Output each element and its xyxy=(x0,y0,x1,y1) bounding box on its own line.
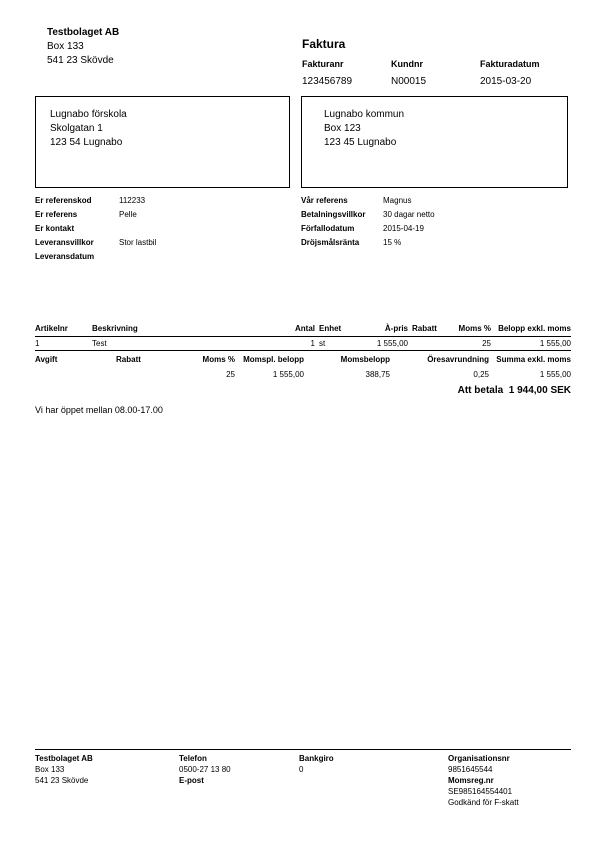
document-title: Faktura xyxy=(302,37,346,51)
summary-header-discount: Rabatt xyxy=(116,355,141,364)
ref-value: Magnus xyxy=(383,196,412,205)
summary-rounding: 0,25 xyxy=(473,370,489,379)
footer-email-label: E-post xyxy=(179,776,204,785)
ref-value: 15 % xyxy=(383,238,402,247)
ref-label: Er referens xyxy=(35,210,78,219)
delivery-address-line: Skolgatan 1 xyxy=(50,123,103,134)
ref-value: Stor lastbil xyxy=(119,238,157,247)
items-header-amount: Belopp exkl. moms xyxy=(498,324,571,333)
items-header-qty: Antal xyxy=(295,324,315,333)
footer-bankgiro-value: 0 xyxy=(299,765,304,774)
item-unit: st xyxy=(319,339,326,348)
item-qty: 1 xyxy=(310,339,315,348)
footer-org xyxy=(448,753,519,808)
summary-sum: 1 555,00 xyxy=(539,370,571,379)
ref-label: Vår referens xyxy=(301,196,348,205)
item-article: 1 xyxy=(35,339,40,348)
ref-label: Förfallodatum xyxy=(301,224,355,233)
ref-label: Betalningsvillkor xyxy=(301,210,366,219)
item-unit-price: 1 555,00 xyxy=(376,339,408,348)
invoice-number-label: Fakturanr xyxy=(302,59,344,69)
items-header-rule xyxy=(35,336,571,337)
item-amount: 1 555,00 xyxy=(539,339,571,348)
summary-header-vat-amount: Momsbelopp xyxy=(340,355,390,364)
footer-phone xyxy=(179,753,231,786)
sender-address-line2: 541 23 Skövde xyxy=(47,55,114,66)
footer-company xyxy=(35,753,93,786)
item-vat: 25 xyxy=(482,339,491,348)
customer-number-label: Kundnr xyxy=(391,59,423,69)
delivery-address-line: 123 54 Lugnabo xyxy=(50,137,123,148)
items-header-vat: Moms % xyxy=(458,324,491,333)
footer-company-name: Testbolaget AB xyxy=(35,754,93,763)
sender-address-line1: Box 133 xyxy=(47,41,84,52)
ref-label: Dröjsmålsränta xyxy=(301,238,360,247)
summary-vat: 25 xyxy=(226,370,235,379)
summary-header-vat: Moms % xyxy=(202,355,235,364)
ref-value: 30 dagar netto xyxy=(383,210,435,219)
footer-company-line: 541 23 Skövde xyxy=(35,776,89,785)
sender-name: Testbolaget AB xyxy=(47,27,120,38)
footer-org-label: Organisationsnr xyxy=(448,754,510,763)
summary-vat-amount: 388,75 xyxy=(365,370,390,379)
ref-label: Er kontakt xyxy=(35,224,75,233)
items-header-article: Artikelnr xyxy=(35,324,68,333)
items-header-description: Beskrivning xyxy=(92,324,138,333)
items-header-unit-price: À-pris xyxy=(384,324,408,333)
billing-address-line: 123 45 Lugnabo xyxy=(324,137,397,148)
billing-address-line: Box 123 xyxy=(324,123,361,134)
summary-header-vat-base: Momspl. belopp xyxy=(243,355,304,364)
customer-number: N00015 xyxy=(391,76,427,87)
invoice-date-label: Fakturadatum xyxy=(480,59,540,69)
ref-value: Pelle xyxy=(119,210,137,219)
footer-company-line: Box 133 xyxy=(35,765,65,774)
ref-label: Leveransdatum xyxy=(35,252,95,261)
amount-due-value: 1 944,00 SEK xyxy=(508,385,571,396)
items-header-unit: Enhet xyxy=(319,324,342,333)
summary-vat-base: 1 555,00 xyxy=(272,370,304,379)
billing-address-box xyxy=(301,96,568,188)
summary-header-fee: Avgift xyxy=(35,355,58,364)
billing-address-line: Lugnabo kommun xyxy=(324,109,405,120)
summary-header-rounding: Öresavrundning xyxy=(427,355,489,364)
footer-bankgiro xyxy=(299,753,334,775)
invoice-number: 123456789 xyxy=(302,76,353,87)
footer-vatreg-value: SE985164554401 xyxy=(448,787,513,796)
footer-ftax: Godkänd för F-skatt xyxy=(448,798,519,807)
summary-header-sum: Summa exkl. moms xyxy=(496,355,571,364)
ref-label: Er referenskod xyxy=(35,196,92,205)
item-description: Test xyxy=(92,339,107,348)
ref-value: 112233 xyxy=(119,196,146,205)
footer-phone-value: 0500-27 13 80 xyxy=(179,765,231,774)
ref-label: Leveransvillkor xyxy=(35,238,94,247)
ref-value: 2015-04-19 xyxy=(383,224,424,233)
footer-rule xyxy=(35,749,571,750)
delivery-address-box xyxy=(35,96,290,188)
amount-due xyxy=(458,385,571,396)
amount-due-label: Att betala xyxy=(457,385,504,396)
invoice-date: 2015-03-20 xyxy=(480,76,532,87)
footer-org-value: 9851645544 xyxy=(448,765,493,774)
items-header-discount: Rabatt xyxy=(412,324,437,333)
footer-bankgiro-label: Bankgiro xyxy=(299,754,334,763)
footer-vatreg-label: Momsreg.nr xyxy=(448,776,494,785)
footer-phone-label: Telefon xyxy=(179,754,207,763)
opening-hours-note: Vi har öppet mellan 08.00-17.00 xyxy=(35,405,163,415)
items-bottom-rule xyxy=(35,350,571,351)
delivery-address-line: Lugnabo förskola xyxy=(50,109,127,120)
